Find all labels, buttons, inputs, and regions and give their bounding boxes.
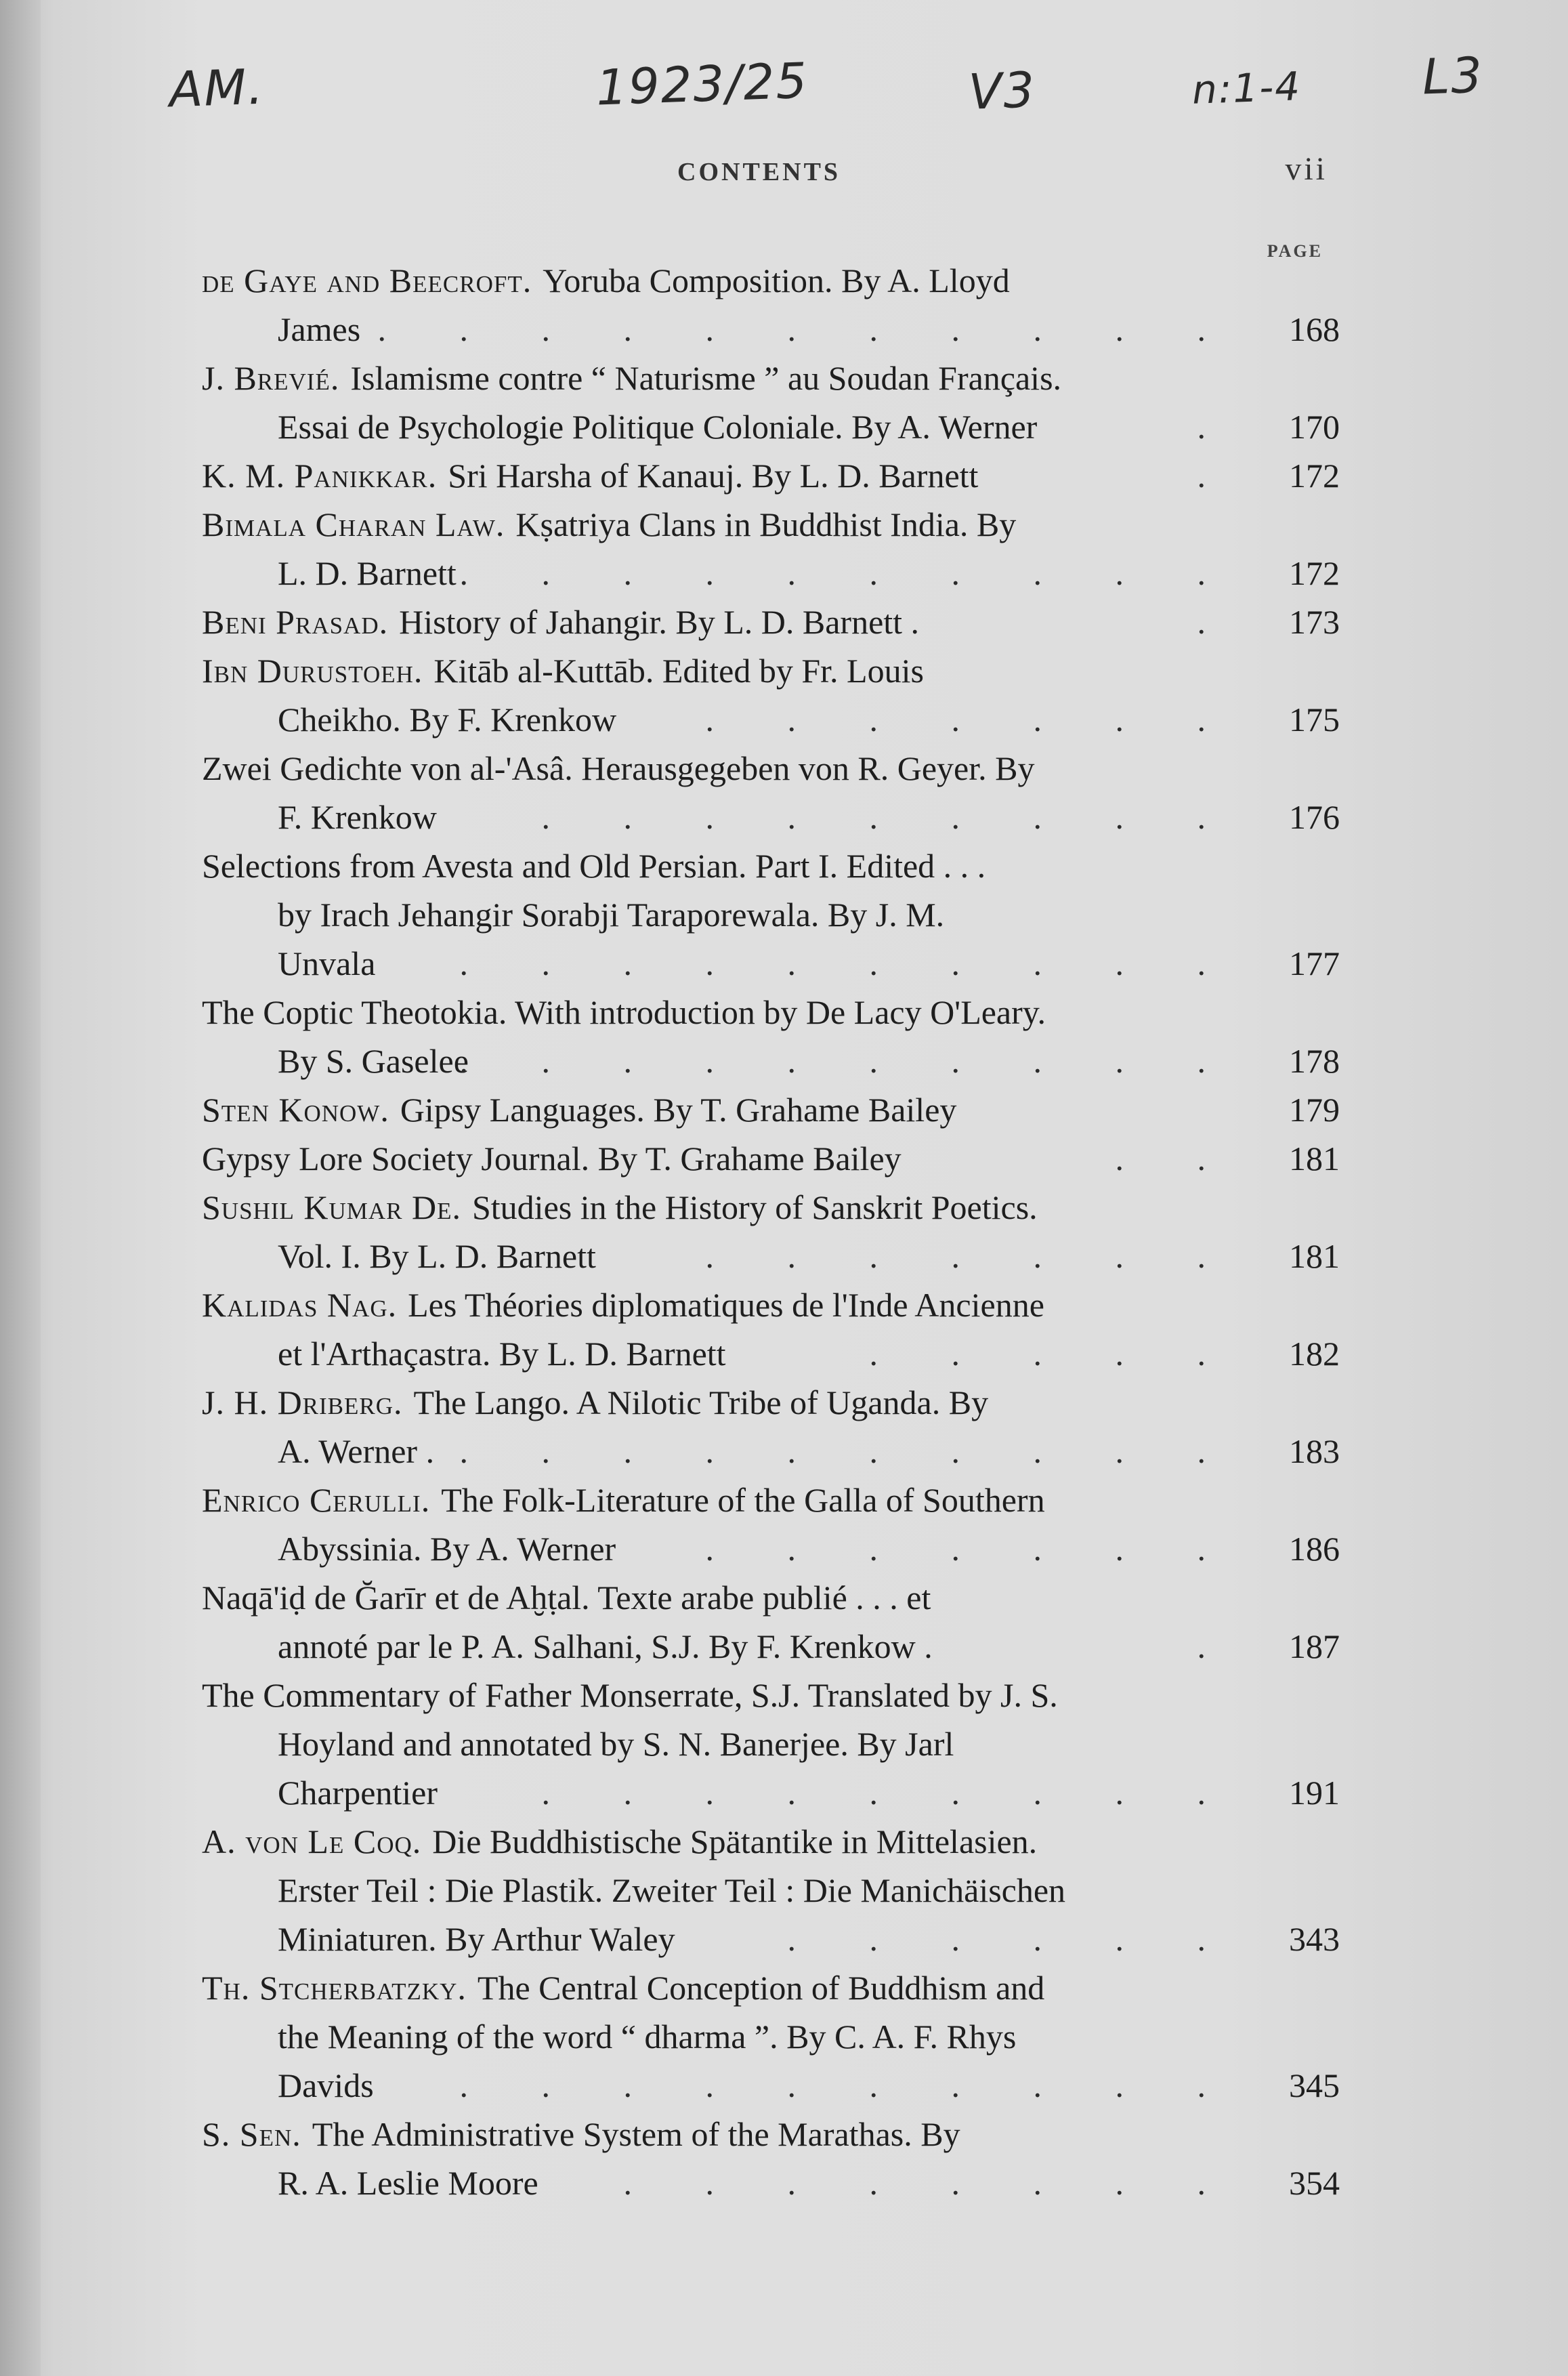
toc-entry-first-line [202, 1817, 1340, 1866]
page-column-label: PAGE [1267, 241, 1323, 261]
toc-entry-page-number: 183 [1289, 1432, 1340, 1470]
toc-entry-author: de Gaye and Beecroft. [202, 262, 532, 299]
toc-entry-continuation-line [202, 1622, 1340, 1671]
toc-entry-text: Islamisme contre “ Naturisme ” au Soudan Français. [350, 359, 1062, 397]
toc-entry [202, 451, 1340, 500]
toc-entry-page-number: 178 [1289, 1042, 1340, 1080]
toc-entry-page-number: 173 [1289, 603, 1340, 641]
toc-entry-continuation-line [202, 305, 1340, 354]
toc-entry-text: The Lango. A Nilotic Tribe of Uganda. By [413, 1383, 989, 1421]
toc-entry-text: Yoruba Composition. By A. Lloyd [543, 262, 1010, 299]
toc-entry-text: Abyssinia. By A. Werner [278, 1530, 616, 1568]
toc-entry-page-number: 186 [1289, 1530, 1340, 1568]
toc-entry-first-line [202, 1476, 1340, 1524]
toc-entry-text: Hoyland and annotated by S. N. Banerjee. By Jarl [278, 1725, 954, 1763]
toc-entry-text: et l'Arthaçastra. By L. D. Barnett [278, 1335, 726, 1373]
leader-dots: . . . . . . . . . . [459, 1432, 1238, 1470]
toc-entry-page-number: 172 [1289, 554, 1340, 592]
toc-entry-page-number: 187 [1289, 1627, 1340, 1665]
toc-entry [202, 1573, 1340, 1671]
toc-entry-page-number: 182 [1289, 1335, 1340, 1373]
toc-entry-continuation-line [202, 1524, 1340, 1573]
leader-dots: . . . . . . . [705, 1530, 1238, 1568]
toc-entry-first-line [202, 598, 1340, 646]
toc-entry-author: Sushil Kumar De. [202, 1188, 461, 1226]
running-head-title: CONTENTS [677, 158, 841, 186]
toc-entry-first-line [202, 1671, 1340, 1720]
toc-entry [202, 744, 1340, 841]
toc-entry-first-line [202, 451, 1340, 500]
toc-entry-text: Studies in the History of Sanskrit Poetics. [471, 1188, 1038, 1226]
toc-entry-text: The Coptic Theotokia. With introduction by De Lacy O'Leary. [202, 993, 1046, 1031]
toc-entry [202, 598, 1340, 646]
leader-dots: . . . . . [869, 1335, 1238, 1373]
toc-entry-author: Sten Konow. [202, 1091, 389, 1129]
toc-entry-first-line [202, 1183, 1340, 1232]
toc-entry-continuation-line [202, 1768, 1340, 1817]
leader-dots: . . . . . . . . [623, 2164, 1238, 2202]
toc-entry-text: Cheikho. By F. Krenkow [278, 701, 617, 738]
toc-entry-author: K. M. Panikkar. [202, 457, 438, 495]
toc-entry-first-line [202, 1134, 1340, 1183]
toc-entry-page-number: 170 [1289, 408, 1340, 446]
toc-entry [202, 1378, 1340, 1476]
toc-entry [202, 1183, 1340, 1280]
page-folio: vii [1285, 151, 1328, 187]
toc-entry-continuation-line [202, 1037, 1340, 1085]
toc-entry-text: The Administrative System of the Marathas. By [312, 2115, 960, 2153]
toc-entry-continuation-line [202, 2061, 1340, 2110]
toc-entry-continuation-line [202, 1866, 1340, 1915]
leader-dots: . . . . . . . . . . . [377, 310, 1238, 348]
toc-entry-page-number: 175 [1289, 701, 1340, 738]
toc-entry-text: annoté par le P. A. Salhani, S.J. By F. Krenkow . [278, 1627, 933, 1665]
toc-entry-first-line [202, 1280, 1340, 1329]
toc-entry-continuation-line [202, 793, 1340, 841]
leader-dots: . [1197, 603, 1238, 641]
toc-entry-page-number: 343 [1289, 1920, 1340, 1958]
handwritten-mark-4: n:1-4 [1191, 63, 1302, 113]
toc-entry-continuation-line [202, 1232, 1340, 1280]
toc-entry-text: the Meaning of the word “ dharma ”. By C. A. F. Rhys [278, 2018, 1017, 2056]
toc-entry [202, 354, 1340, 451]
leader-dots: . [1197, 457, 1238, 495]
toc-entry-author: Enrico Cerulli. [202, 1481, 431, 1519]
leader-dots: . . . . . . . [705, 701, 1238, 738]
toc-entry-text: Erster Teil : Die Plastik. Zweiter Teil : Die Manichäischen [278, 1871, 1066, 1909]
toc-entry-text: Gipsy Languages. By T. Grahame Bailey [400, 1091, 957, 1129]
toc-entry-author: Bimala Charan Law. [202, 505, 505, 543]
toc-entry-author: A. von Le Coq. [202, 1822, 422, 1860]
toc-entry-first-line [202, 354, 1340, 402]
toc-entry-text: Miniaturen. By Arthur Waley [278, 1920, 675, 1958]
toc-entry-first-line [202, 841, 1340, 890]
toc-entry-continuation-line [202, 695, 1340, 744]
toc-entry-text: by Irach Jehangir Sorabji Taraporewala. By J. M. [278, 896, 945, 934]
toc-entry-first-line [202, 1963, 1340, 2012]
leader-dots: . [1197, 1627, 1238, 1665]
toc-entry-page-number: 181 [1289, 1140, 1340, 1177]
toc-entry-author: Beni Prasad. [202, 603, 389, 641]
toc-entry-page-number: 179 [1289, 1091, 1340, 1129]
toc-entry-page-number: 176 [1289, 798, 1340, 836]
toc-entry-continuation-line [202, 2012, 1340, 2061]
toc-entry-page-number: 191 [1289, 1774, 1340, 1812]
toc-entry-text: Selections from Avesta and Old Persian. Part I. Edited . . . [202, 847, 986, 885]
toc-entry [202, 1817, 1340, 1963]
toc-entry-text: Kṣatriya Clans in Buddhist India. By [515, 505, 1017, 543]
handwritten-mark-3: V3 [967, 61, 1037, 121]
toc-entry-continuation-line [202, 890, 1340, 939]
toc-entry [202, 1134, 1340, 1183]
leader-dots: . . . . . . . . . . [459, 1042, 1238, 1080]
toc-entry [202, 2110, 1340, 2207]
handwritten-mark-5: L3 [1421, 46, 1485, 106]
toc-entry-page-number: 181 [1289, 1237, 1340, 1275]
toc-entry [202, 256, 1340, 354]
toc-entry-first-line [202, 1085, 1340, 1134]
leader-dots: . . . . . . . . . [541, 798, 1238, 836]
toc-entry-continuation-line [202, 2159, 1340, 2207]
toc-entry-text: L. D. Barnett [278, 554, 457, 592]
toc-entry-text: Les Théories diplomatiques de l'Inde Ancienne [408, 1286, 1044, 1324]
toc-entry-text: The Commentary of Father Monserrate, S.J. Translated by J. S. [202, 1676, 1058, 1714]
leader-dots: . . [1115, 1140, 1238, 1177]
toc-entry-continuation-line [202, 1720, 1340, 1768]
toc-entry-author: J. H. Driberg. [202, 1383, 403, 1421]
toc-entry-page-number: 354 [1289, 2164, 1340, 2202]
toc-entry-text: Charpentier [278, 1774, 438, 1812]
toc-entry-text: A. Werner . [278, 1432, 435, 1470]
toc-entry [202, 500, 1340, 598]
toc-entry-continuation-line [202, 549, 1340, 598]
toc-entry-text: R. A. Leslie Moore [278, 2164, 538, 2202]
toc-entry-author: Kalidas Nag. [202, 1286, 398, 1324]
toc-entry-author: J. Brevié. [202, 359, 340, 397]
handwritten-mark-2: 1923/25 [595, 51, 809, 117]
toc-entry-page-number: 177 [1289, 944, 1340, 982]
toc-entry-author: Th. Stcherbatzky. [202, 1969, 467, 2007]
toc-entry [202, 1476, 1340, 1573]
leader-dots: . . . . . . . . . . [459, 554, 1238, 592]
toc-entry [202, 841, 1340, 988]
toc-entry-first-line [202, 2110, 1340, 2159]
handwritten-mark-1: AM. [168, 58, 266, 119]
toc-entry-text: Unvala [278, 944, 376, 982]
toc-entry-text: Gypsy Lore Society Journal. By T. Grahame Bailey [202, 1140, 902, 1177]
toc-entry-continuation-line [202, 1427, 1340, 1476]
toc-entry-first-line [202, 988, 1340, 1037]
toc-entry-first-line [202, 1573, 1340, 1622]
leader-dots: . . . . . . . . . [541, 1774, 1238, 1812]
toc-entry-page-number: 168 [1289, 310, 1340, 348]
toc-entry-first-line [202, 500, 1340, 549]
toc-entry-text: Essai de Psychologie Politique Coloniale. By A. Werner [278, 408, 1038, 446]
toc-entry-text: History of Jahangir. By L. D. Barnett . [399, 603, 920, 641]
toc-entry-text: Zwei Gedichte von al-'Asâ. Herausgegeben von R. Geyer. By [202, 749, 1035, 787]
leader-dots: . . . . . . . . . . [459, 2066, 1238, 2104]
toc-entry-continuation-line [202, 939, 1340, 988]
toc-entry-continuation-line [202, 1329, 1340, 1378]
toc-entry-page-number: 345 [1289, 2066, 1340, 2104]
toc-entry-first-line [202, 744, 1340, 793]
toc-entry-author: S. Sen. [202, 2115, 301, 2153]
toc-entry-continuation-line [202, 402, 1340, 451]
toc-entry-text: The Folk-Literature of the Galla of Southern [441, 1481, 1045, 1519]
toc-entry-text: Naqā'iḍ de Ğarīr et de Aḫṭal. Texte arabe publié . . . et [202, 1579, 931, 1617]
toc-entry-text: Sri Harsha of Kanauj. By L. D. Barnett [448, 457, 979, 495]
toc-entry [202, 1280, 1340, 1378]
toc-entry [202, 1671, 1340, 1817]
toc-entry-text: Vol. I. By L. D. Barnett [278, 1237, 596, 1275]
toc-entry-text: By S. Gaselee [278, 1042, 469, 1080]
leader-dots: . . . . . . [787, 1920, 1238, 1958]
toc-entry-first-line [202, 646, 1340, 695]
toc-entry-text: James [278, 310, 361, 348]
leader-dots: . . . . . . . . . . [459, 944, 1238, 982]
toc-entry-text: Kitāb al-Kuttāb. Edited by Fr. Louis [433, 652, 924, 690]
toc-entry-author: Ibn Durustoeh. [202, 652, 423, 690]
toc-entry-text: F. Krenkow [278, 798, 437, 836]
page-spine-shadow [0, 0, 41, 2376]
toc-entry [202, 988, 1340, 1085]
toc-entry-text: The Central Conception of Buddhism and [477, 1969, 1045, 2007]
table-of-contents [202, 256, 1340, 2207]
toc-entry-text: Die Buddhistische Spätantike in Mittelasien. [432, 1822, 1038, 1860]
toc-entry-text: Davids [278, 2066, 374, 2104]
toc-entry [202, 1085, 1340, 1134]
toc-entry [202, 646, 1340, 744]
toc-entry [202, 1963, 1340, 2110]
toc-entry-page-number: 172 [1289, 457, 1340, 495]
toc-entry-continuation-line [202, 1915, 1340, 1963]
toc-entry-first-line [202, 1378, 1340, 1427]
leader-dots: . [1197, 408, 1238, 446]
leader-dots: . . . . . . . [705, 1237, 1238, 1275]
toc-entry-first-line [202, 256, 1340, 305]
